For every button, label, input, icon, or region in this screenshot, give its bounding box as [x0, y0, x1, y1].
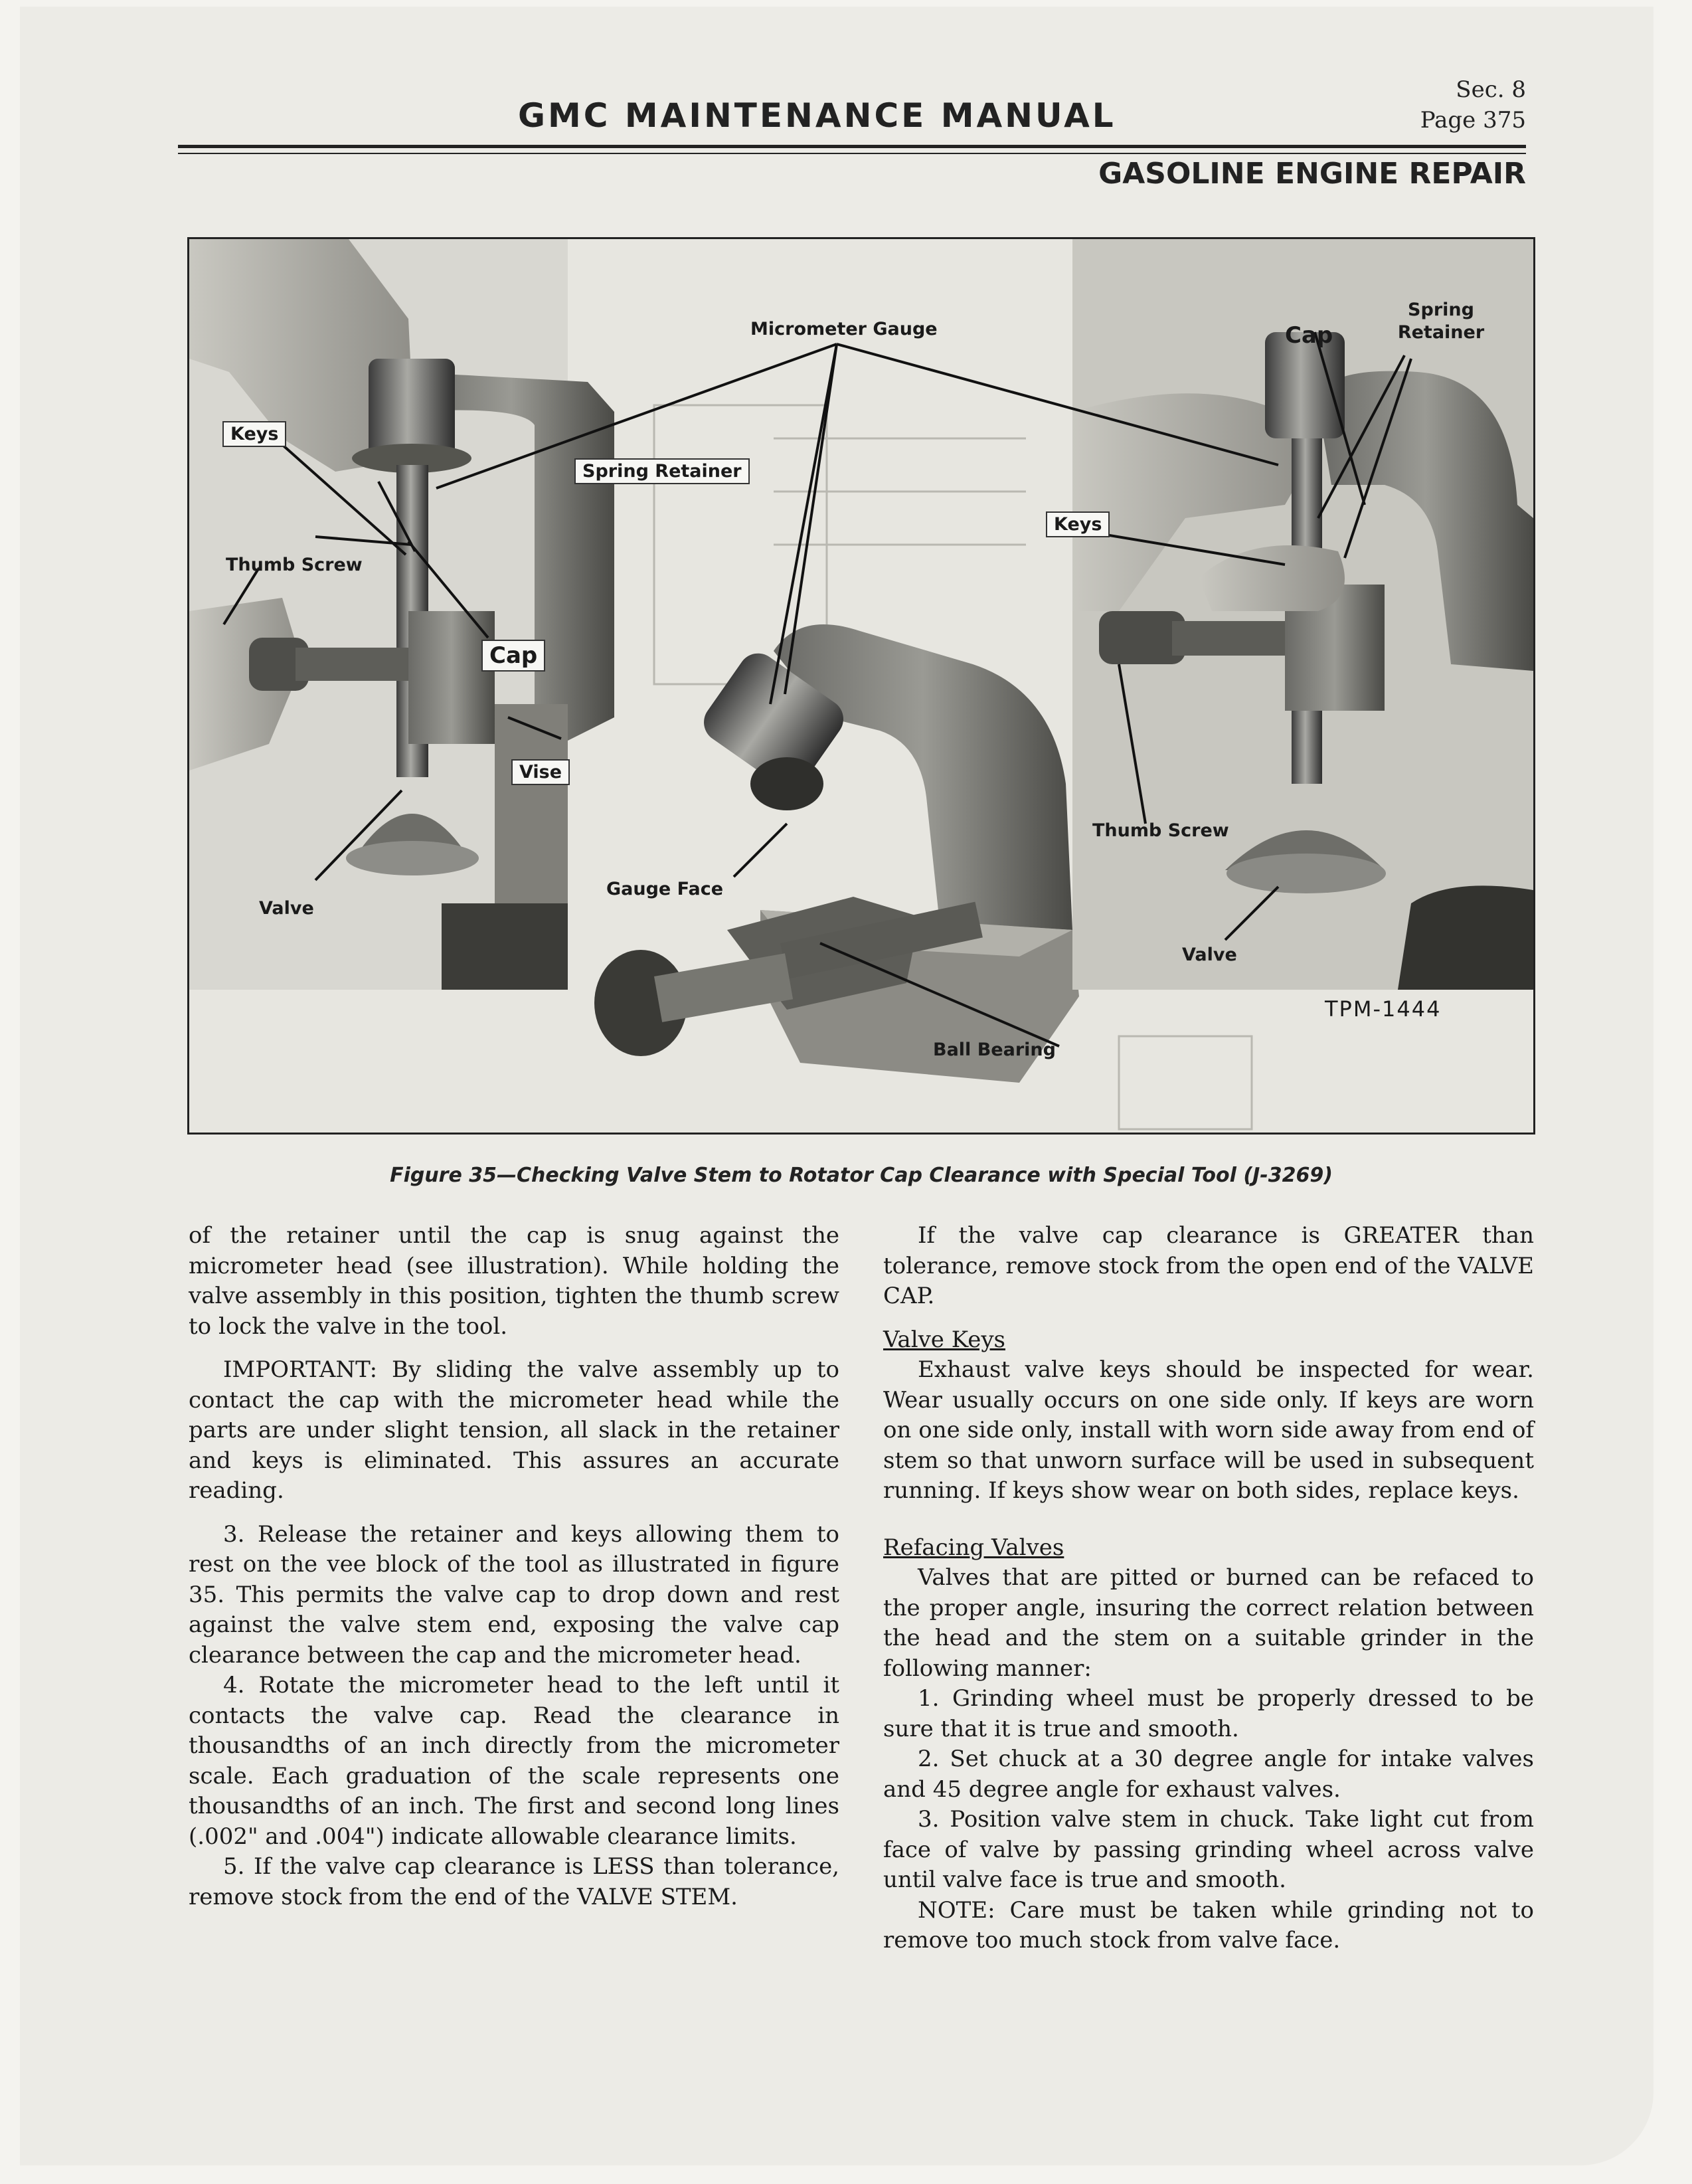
right-paragraph-greater: If the valve cap clearance is GREATER than tolerance, remove stock from the open end of the VALVE CAP.	[883, 1222, 1534, 1309]
label-thumb-screw-left: Thumb Screw	[226, 555, 363, 575]
label-vise: Vise	[511, 759, 570, 785]
middle-tool-photo	[594, 624, 1079, 1083]
right-paragraph-refacing: Valves that are pitted or burned can be refaced to the proper angle, insuring the correct relation between the head and the stem on a suitable grinder in the following manner:	[883, 1564, 1534, 1682]
page-number: Page 375	[1420, 107, 1526, 134]
label-micrometer-gauge: Micrometer Gauge	[750, 319, 938, 339]
right-paragraph-step-3: 3. Position valve stem in chuck. Take light cut from face of valve by passing grinding wheel across valve until valve face is true and smooth.	[883, 1806, 1534, 1893]
section-title: GASOLINE ENGINE REPAIR	[1098, 157, 1526, 191]
label-valve-left: Valve	[259, 898, 314, 919]
label-keys-left: Keys	[222, 421, 286, 447]
header-rule-thin	[178, 153, 1526, 154]
header-rule-thick	[178, 145, 1526, 148]
left-paragraph-1: of the retainer until the cap is snug against the micrometer head (see illustration). While holding the valve assembly in this position, tighten the thumb screw to lock the valve in the tool.	[189, 1222, 839, 1340]
left-photo	[189, 239, 614, 990]
right-paragraph-step-2: 2. Set chuck at a 30 degree angle for intake valves and 45 degree angle for exhaust valves.	[883, 1746, 1534, 1803]
label-keys-right: Keys	[1046, 511, 1110, 537]
right-photo	[1072, 239, 1533, 990]
label-valve-right: Valve	[1182, 945, 1237, 965]
label-spring-retainer-right	[1385, 299, 1497, 344]
section-number: Sec. 8	[1456, 76, 1526, 103]
heading-valve-keys: Valve Keys	[883, 1326, 1005, 1353]
label-figure-code: TPM-1444	[1325, 996, 1442, 1022]
right-paragraph-note: NOTE: Care must be taken while grinding not to remove too much stock from valve face.	[883, 1896, 1534, 1954]
right-column	[883, 1221, 1534, 1956]
manual-title: GMC MAINTENANCE MANUAL	[518, 96, 1116, 135]
figure-35	[187, 237, 1535, 1135]
right-paragraph-step-1: 1. Grinding wheel must be properly dressed to be sure that it is true and smooth.	[883, 1685, 1534, 1742]
label-gauge-face: Gauge Face	[606, 879, 724, 899]
label-cap-right: Cap	[1285, 322, 1333, 349]
label-spring-retainer-left: Spring Retainer	[574, 458, 750, 484]
label-thumb-screw-right: Thumb Screw	[1092, 820, 1229, 841]
label-ball-bearing: Ball Bearing	[933, 1040, 1056, 1060]
left-paragraph-step-3: 3. Release the retainer and keys allowing them to rest on the vee block of the tool as illustrated in figure 35. This permits the valve cap to drop down and rest against the valve stem end, exposing the valve cap clearance between the cap and the micrometer head.	[189, 1520, 839, 1669]
label-cap-left: Cap	[481, 640, 545, 672]
figure-caption: Figure 35—Checking Valve Stem to Rotator Cap Clearance with Special Tool (J-3269)	[390, 1164, 1333, 1187]
left-paragraph-step-4: 4. Rotate the micrometer head to the left until it contacts the valve cap. Read the clearance in thousandths of an inch directly from the micrometer scale. Each graduation of the scale represents one thousandths of an inch. The first and second long lines (.002" and .004") indicate allowable clearance limits.	[189, 1672, 839, 1850]
label-spring-line: Spring	[1408, 300, 1474, 320]
right-paragraph-valve-keys: Exhaust valve keys should be inspected for wear. Wear usually occurs on one side only. If keys are worn on one side only, install with worn side away from end of stem so that unworn surface will be used in subsequent running. If keys show wear on both sides, replace keys.	[883, 1356, 1534, 1504]
left-paragraph-step-5: 5. If the valve cap clearance is LESS than tolerance, remove stock from the end of the VALVE STEM.	[189, 1853, 839, 1910]
left-column	[189, 1221, 839, 1912]
left-paragraph-important: IMPORTANT: By sliding the valve assembly up to contact the cap with the micrometer head while the parts are under slight tension, all slack in the retainer and keys is eliminated. This assures an accurate reading.	[189, 1356, 839, 1504]
label-retainer-line: Retainer	[1397, 322, 1485, 343]
section-page-box	[1420, 74, 1526, 136]
heading-refacing-valves: Refacing Valves	[883, 1534, 1064, 1561]
